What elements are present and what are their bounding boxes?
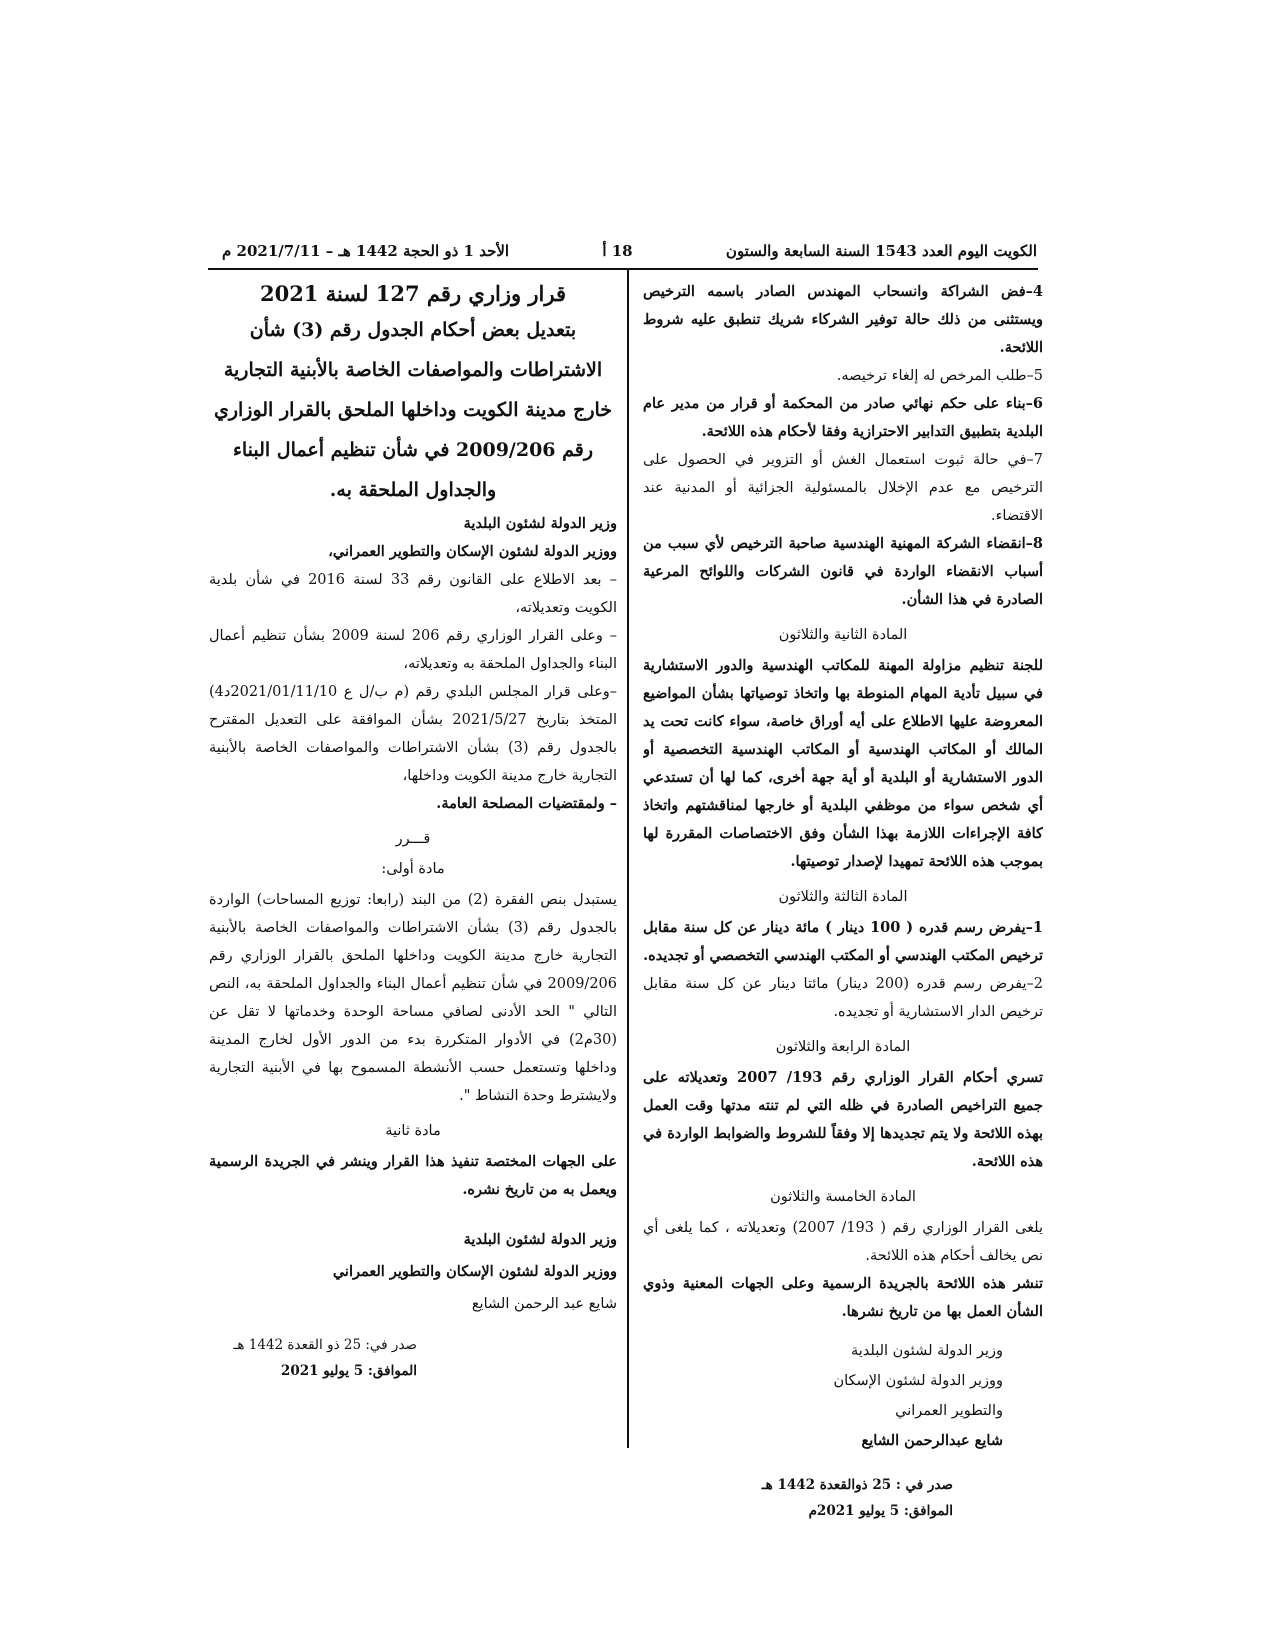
left-column bbox=[209, 278, 617, 1384]
signature-line: وزير الدولة لشئون البلدية bbox=[850, 1343, 1003, 1359]
article-32-heading: المادة الثانية والثلاثون bbox=[778, 627, 908, 643]
right-column bbox=[643, 278, 1043, 1524]
signature-name: شايع عبدالرحمن الشايع bbox=[861, 1432, 1003, 1449]
issued-date: صدر في : 25 ذوالقعدة 1442 هـ bbox=[761, 1477, 953, 1493]
list-item: 6–بناء على حكم نهائي صادر من المحكمة أو قرار من مدير عام البلدية بتطبيق التدابير الاحترازية وفقا لأحكام هذه اللائحة. bbox=[643, 395, 1043, 440]
decree-subtitle-line: خارج مدينة الكويت وداخلها الملحق بالقرار الوزاري bbox=[213, 399, 613, 421]
decree-subtitle-line: رقم 2009/206 في شأن تنظيم أعمال البناء bbox=[232, 439, 594, 461]
preamble-item: – ولمقتضيات المصلحة العامة. bbox=[436, 795, 617, 812]
list-item: 5–طلب المرخص له إلغاء ترخيصه. bbox=[836, 368, 1043, 384]
right-issued-block bbox=[643, 1472, 1043, 1524]
left-signature-block bbox=[209, 1224, 617, 1320]
preamble-item: – بعد الاطلاع على القانون رقم 33 لسنة 2016 في شأن بلدية الكويت وتعديلاته، bbox=[209, 572, 617, 616]
decree-title: قرار وزاري رقم 127 لسنة 2021 bbox=[259, 281, 567, 306]
list-item: 7–في حالة ثبوت استعمال الغش أو التزوير في الحصول على الترخيص مع عدم الإخلال بالمسئولية الجزائية أو المدنية عند الاقتضاء. bbox=[643, 452, 1043, 524]
article-2-text: على الجهات المختصة تنفيذ هذا القرار وينشر في الجريدة الرسمية ويعمل به من تاريخ نشره. bbox=[209, 1153, 617, 1198]
article-34-heading: المادة الرابعة والثلاثون bbox=[775, 1039, 911, 1055]
list-item: 8–انقضاء الشركة المهنية الهندسية صاحبة الترخيص لأي سبب من أسباب الانقضاء الواردة في قانون الشركات واللوائح المرعية الصادرة في هذا الشأن. bbox=[643, 535, 1043, 608]
article-33-heading: المادة الثالثة والثلاثون bbox=[778, 889, 908, 905]
corresponding-date: الموافق: 5 يوليو 2021م bbox=[808, 1503, 953, 1519]
issued-date: صدر في: 25 ذو القعدة 1442 هـ bbox=[233, 1337, 417, 1353]
signature-line: والتطوير العمراني bbox=[895, 1403, 1003, 1419]
article-34-text: تسري أحكام القرار الوزاري رقم 193/ 2007 وتعديلاته على جميع التراخيص الصادرة في ظله التي لم تنته مدتها وقت العمل بهذه اللائحة ولا يتم تجديدها إلا وفقاً للشروط والضوابط الواردة في هذه اللائحة. bbox=[643, 1069, 1043, 1170]
article-35-text: تنشر هذه اللائحة بالجريدة الرسمية وعلى الجهات المعنية وذوي الشأن العمل بها من تاريخ نشرها. bbox=[643, 1275, 1043, 1320]
left-issued-block bbox=[209, 1332, 617, 1384]
minister-line: ووزير الدولة لشئون الإسكان والتطوير العمراني، bbox=[328, 543, 617, 560]
page-header bbox=[222, 237, 1037, 265]
decision-heading: قـــرر bbox=[395, 831, 431, 847]
signature-name: شايع عبد الرحمن الشايع bbox=[471, 1296, 617, 1312]
article-33-item: 2–يفرض رسم قدره (200 دينار) مائتا دينار عن كل سنة مقابل ترخيص الدار الاستشارية أو تجديده. bbox=[643, 976, 1043, 1020]
header-page-number: 18 أ bbox=[602, 242, 633, 260]
signature-line: ووزير الدولة لشئون الإسكان bbox=[833, 1373, 1003, 1389]
article-32-text: للجنة تنظيم مزاولة المهنة للمكاتب الهندسية والدور الاستشارية في سبيل تأدية المهام المنوطة بها واتخاذ توصياتها بشأن المواضيع المعروضة عليها الاطلاع على أيه أوراق خاصة، سواء كانت تحت يد المالك أو المكاتب الهندسية أو المكاتب الهندسية التخصصية أو الدور الاستشارية أو البلدية أو أية جهة أخرى، كما لها أن تستدعي أي شخص سواء من موظفي البلدية أو خارجها لمناقشتهم واتخاذ كافة الإجراءات اللازمة بهذا الشأن وفق الاختصاصات المقررة لها بموجب هذه اللائحة تمهيدا لإصدار توصيتها. bbox=[643, 657, 1043, 870]
header-date: الأحد 1 ذو الحجة 1442 هـ – 2021/7/11 م bbox=[222, 242, 510, 260]
article-1-text: يستبدل بنص الفقرة (2) من البند (رابعا: توزيع المساحات) الواردة بالجدول رقم (3) بشأن الاشتراطات والمواصفات الخاصة بالأبنية التجارية خارج مدينة الكويت وداخلها الملحق بالقرار الوزاري رقم 2009/206 في شأن تنظيم أعمال البناء والجداول الملحقة به، النص التالي " الحد الأدنى لصافي مساحة الوحدة وخدماتها لا تقل عن (30م2) في الأدوار المتكررة بدء من الدور الأول لخارج المدينة وداخلها وتستعمل حسب الأنشطة المسموح بها في الأبنية التجارية ولايشترط وحدة النشاط ". bbox=[209, 892, 617, 1104]
article-1-heading: مادة أولى: bbox=[381, 861, 445, 877]
corresponding-date: الموافق: 5 يوليو 2021 bbox=[280, 1363, 417, 1379]
preamble-item: – وعلى القرار الوزاري رقم 206 لسنة 2009 بشأن تنظيم أعمال البناء والجداول الملحقة به وتعديلاته، bbox=[209, 628, 617, 672]
header-rule bbox=[208, 268, 1038, 270]
article-35-text: يلغى القرار الوزاري رقم ( 193/ 2007) وتعديلاته ، كما يلغى أي نص يخالف أحكام هذه اللائحة. bbox=[643, 1220, 1043, 1264]
preamble-item: –وعلى قرار المجلس البلدي رقم (م ب/ل ع 2021/01/11/10د4) المتخذ بتاريخ 2021/5/27 بشأن الموافقة على التعديل المقترح بالجدول رقم (3) بشأن الاشتراطات والمواصفات الخاصة بالأبنية التجارية خارج مدينة الكويت وداخلها، bbox=[209, 684, 617, 784]
list-item: 4–فض الشراكة وانسحاب المهندس الصادر باسمه الترخيص ويستثنى من ذلك حالة توفير الشركاء شريك تنطبق عليه شروط اللائحة. bbox=[643, 283, 1043, 356]
decree-subtitle-line: الاشتراطات والمواصفات الخاصة بالأبنية التجارية bbox=[223, 359, 603, 381]
right-signature-block bbox=[643, 1336, 1043, 1456]
minister-line: وزير الدولة لشئون البلدية bbox=[463, 515, 617, 532]
signature-line: وزير الدولة لشئون البلدية bbox=[463, 1231, 617, 1248]
decree-subtitle-line: والجداول الملحقة به. bbox=[329, 479, 497, 501]
decree-subtitle-line: بتعديل بعض أحكام الجدول رقم (3) شأن bbox=[249, 319, 577, 341]
article-2-heading: مادة ثانية bbox=[385, 1123, 441, 1139]
article-33-item: 1–يفرض رسم قدره ( 100 دينار ) مائة دينار عن كل سنة مقابل ترخيص المكتب الهندسي أو المكتب الهندسي التخصصي أو تجديده. bbox=[643, 919, 1043, 964]
article-35-heading: المادة الخامسة والثلاثون bbox=[770, 1189, 916, 1205]
column-divider bbox=[627, 268, 629, 1448]
signature-line: ووزير الدولة لشئون الإسكان والتطوير العمراني bbox=[332, 1263, 617, 1280]
header-issue-info: الكويت اليوم العدد 1543 السنة السابعة والستون bbox=[725, 242, 1037, 260]
